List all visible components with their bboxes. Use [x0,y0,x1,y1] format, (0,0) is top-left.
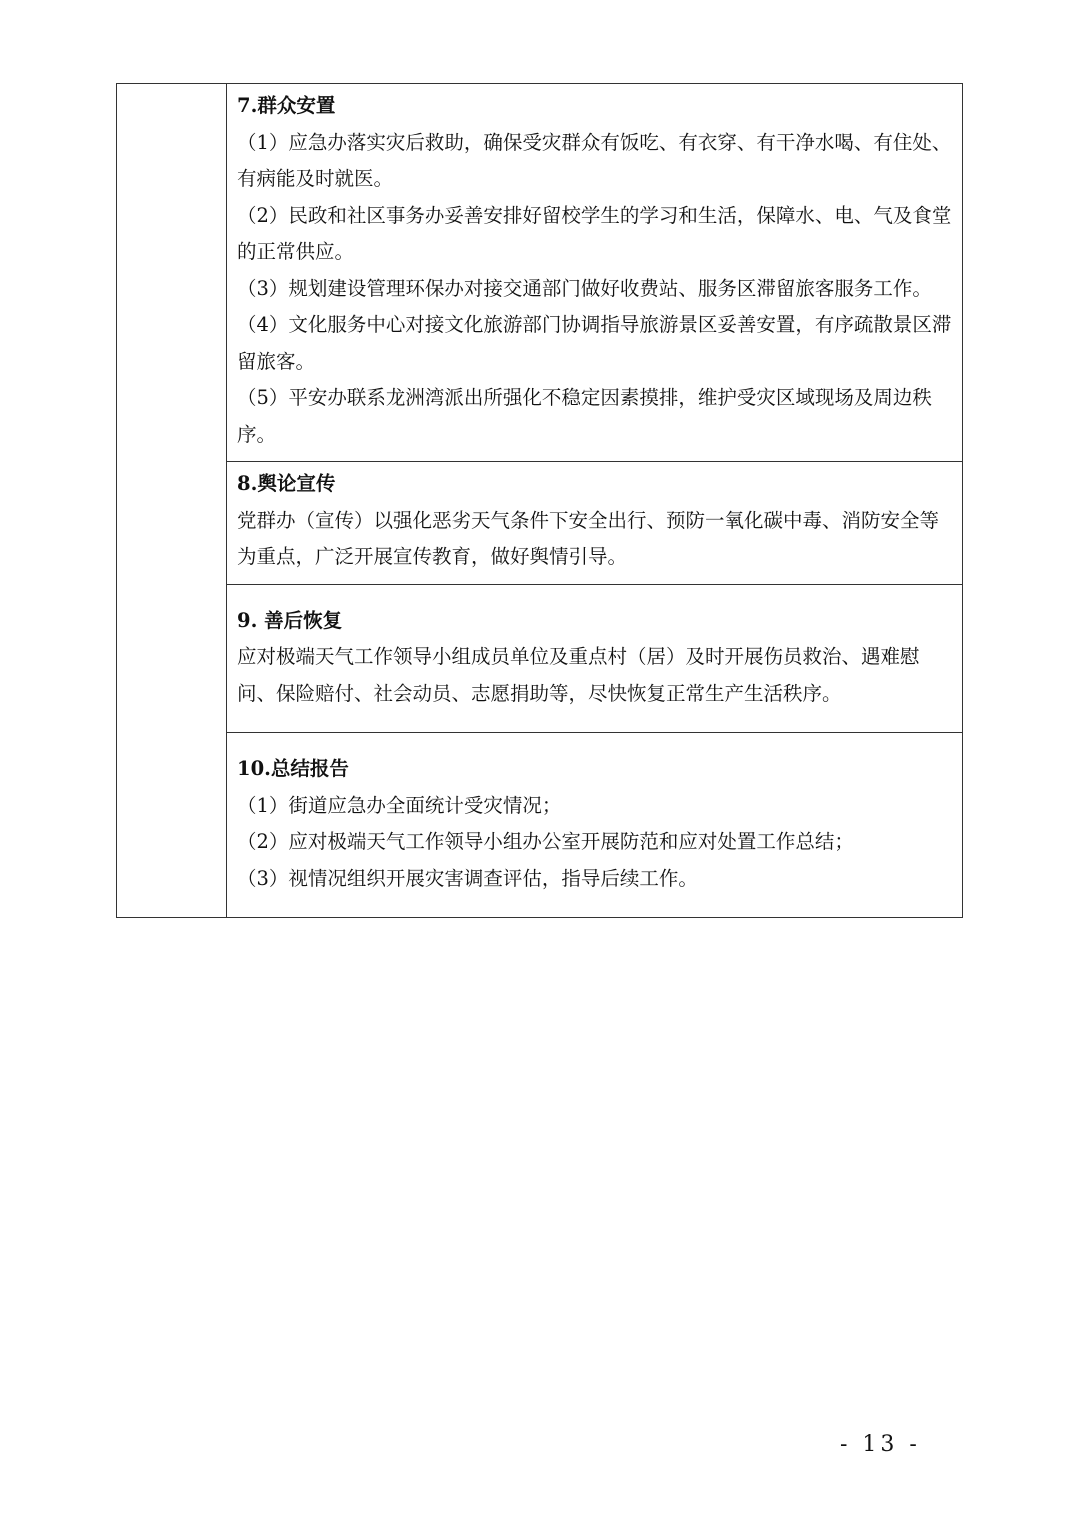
table-row [117,584,963,733]
paragraph: （2）应对极端天气工作领导小组办公室开展防范和应对处置工作总结； [237,830,854,853]
table-row [117,733,963,918]
section-8-cell [227,462,963,585]
section-10-cell [227,733,963,918]
paragraph: 应对极端天气工作领导小组成员单位及重点村（居）及时开展伤员救治、遇难慰问、保险赔付、社会动员、志愿捐助等，尽快恢复正常生产生活秩序。 [237,645,920,705]
section-9-cell [227,584,963,733]
paragraph: （2）民政和社区事务办妥善安排好留校学生的学习和生活，保障水、电、气及食堂的正常供应。 [237,203,952,263]
paragraph: （3）规划建设管理环保办对接交通部门做好收费站、服务区滞留旅客服务工作。 [237,276,932,300]
section-7-cell [227,84,963,462]
paragraph: （3）视情况组织开展灾害调查评估，指导后续工作。 [237,866,698,890]
paragraph: （5）平安办联系龙洲湾派出所强化不稳定因素摸排，维护受灾区域现场及周边秩序。 [237,386,932,446]
paragraph: 党群办（宣传）以强化恶劣天气条件下安全出行、预防一氧化碳中毒、消防安全等为重点，广泛开展宣传教育，做好舆情引导。 [237,508,940,568]
section-heading: 10.总结报告 [237,757,349,780]
content-table [116,83,963,918]
paragraph: （4）文化服务中心对接文化旅游部门协调指导旅游景区妥善安置，有序疏散景区滞留旅客。 [237,313,952,373]
page-number: - 13 - [840,1432,921,1457]
paragraph: （1）街道应急办全面统计受灾情况； [237,793,562,817]
left-column-cell [117,84,227,918]
table-row [117,84,963,462]
section-heading: 9. 善后恢复 [237,608,343,632]
paragraph: （1）应急办落实灾后救助，确保受灾群众有饭吃、有衣穿、有干净水喝、有住处、有病能及时就医。 [237,130,952,190]
section-heading: 8.舆论宣传 [237,472,336,495]
table-row [117,462,963,585]
section-heading: 7.群众安置 [237,94,336,117]
